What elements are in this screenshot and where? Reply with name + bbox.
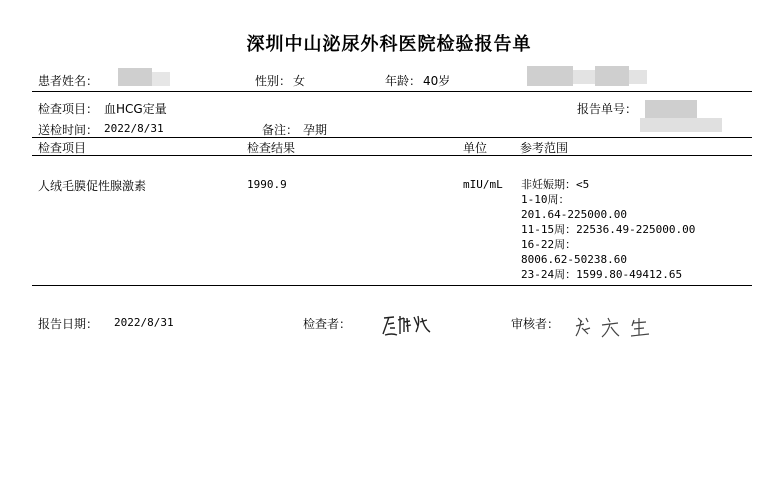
gender-label: 性别： (255, 74, 292, 88)
report-date-value: 2022/8/31 (114, 316, 174, 329)
reviewer-label: 审核者： (511, 317, 560, 331)
report-date-label: 报告日期： (38, 317, 99, 331)
reference-line: 非妊娠期：<5 (521, 178, 590, 191)
column-header-result: 检查结果 (247, 141, 296, 155)
age-value: 40岁 (423, 74, 451, 88)
age-label: 年龄： (385, 74, 422, 88)
test-item-value: 血HCG定量 (104, 102, 167, 116)
examiner-signature (380, 308, 436, 340)
report-no-redacted-2 (640, 118, 722, 132)
column-header-reference: 参考范围 (520, 141, 569, 155)
reference-line: 1-10周： (521, 193, 570, 206)
reviewer-signature (572, 310, 658, 340)
column-header-item: 检查项目 (38, 141, 87, 155)
reference-line: 23-24周：1599.80-49412.65 (521, 268, 683, 281)
row-reference (521, 177, 695, 282)
send-time-label: 送检时间： (38, 123, 99, 137)
reference-line: 16-22周： (521, 238, 577, 251)
remark-value: 孕期 (303, 123, 328, 137)
report-title: 深圳中山泌尿外科医院检验报告单 (246, 34, 532, 55)
reference-line: 8006.62-50238.60 (521, 253, 627, 266)
redacted-block-3 (595, 66, 629, 86)
divider-header (32, 91, 752, 92)
row-unit: mIU/mL (463, 178, 503, 191)
reference-line: 201.64-225000.00 (521, 208, 627, 221)
report-no-redacted (645, 100, 697, 118)
patient-name-redacted (118, 68, 152, 86)
divider-before-columns (32, 137, 752, 138)
divider-after-columns (32, 155, 752, 156)
divider-footer (32, 285, 752, 286)
report-no-label: 报告单号： (577, 102, 638, 116)
send-time-value: 2022/8/31 (104, 122, 164, 135)
column-header-unit: 单位 (463, 141, 488, 155)
examiner-label: 检查者： (303, 317, 352, 331)
redacted-block-4 (629, 70, 647, 84)
row-result: 1990.9 (247, 178, 287, 191)
patient-name-label: 患者姓名： (38, 74, 99, 88)
patient-name-redacted-tail (152, 72, 170, 86)
gender-value: 女 (293, 74, 306, 88)
redacted-block-1 (527, 66, 573, 86)
reference-line: 11-15周：22536.49-225000.00 (521, 223, 696, 236)
test-item-label: 检查项目： (38, 102, 99, 116)
redacted-block-2 (573, 70, 595, 84)
row-item: 人绒毛膜促性腺激素 (38, 179, 147, 193)
remark-label: 备注： (262, 123, 299, 137)
